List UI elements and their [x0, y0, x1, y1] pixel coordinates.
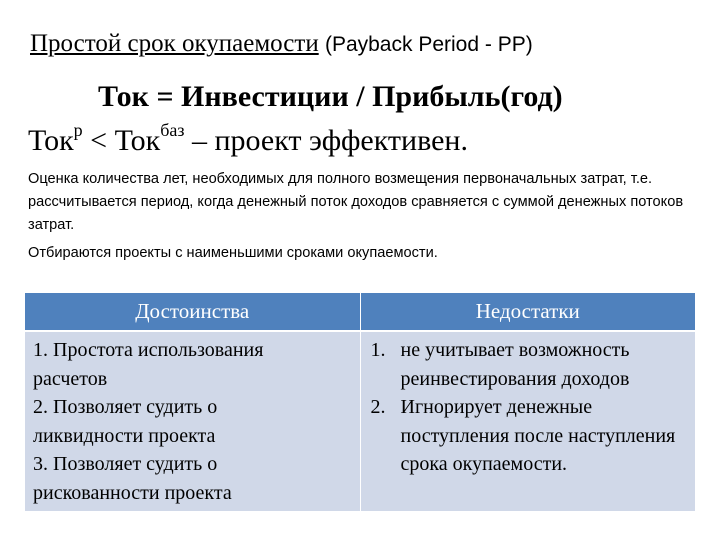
- disadvantages-cell: [360, 331, 695, 511]
- criterion-sup-b: баз: [160, 120, 185, 140]
- advantages-cell: [25, 331, 360, 511]
- item-number: 1.: [370, 339, 386, 361]
- item-text: Игнорирует денежные поступления после наступления срока окупаемости.: [400, 396, 676, 475]
- header-disadvantages: Недостатки: [360, 293, 695, 331]
- title-russian: Простой срок окупаемости: [30, 30, 319, 57]
- method-description: Оценка количества лет, необходимых для полного возмещения первоначальных затрат, т.е. рассчитывается период, когда денежный поток доходов сравняется с суммой денежных потоков затрат.: [28, 171, 684, 233]
- advantage-line: расчетов: [33, 367, 108, 390]
- list-item: [371, 393, 690, 479]
- criterion-sup-a: р: [73, 120, 83, 140]
- efficiency-criterion: [28, 120, 468, 158]
- criterion-middle: < Ток: [82, 124, 161, 157]
- advantage-line: 3. Позволяет судить о: [33, 453, 218, 475]
- table-header-row: [25, 293, 695, 331]
- advantage-line: 1. Простота использования: [33, 339, 264, 361]
- title-english: (Payback Period - PP): [324, 33, 533, 56]
- header-advantages: Достоинства: [25, 293, 360, 331]
- table-row: [25, 331, 695, 511]
- selection-note: Отбираются проекты с наименьшими сроками окупаемости.: [28, 245, 438, 261]
- disadvantages-list: [371, 336, 690, 479]
- list-item: [371, 336, 690, 393]
- slide-title: [30, 30, 710, 58]
- item-number: 2.: [370, 396, 386, 418]
- item-text: не учитывает возможность реинвестирования доходов: [400, 339, 630, 390]
- advantage-line: рискованности проекта: [33, 481, 232, 504]
- advantage-line: ликвидности проекта: [33, 424, 216, 447]
- payback-formula: Ток = Инвестиции / Прибыль(год): [98, 80, 563, 113]
- pros-cons-table: [25, 293, 695, 511]
- criterion-term-a: Ток: [28, 124, 74, 157]
- advantage-line: 2. Позволяет судить о: [33, 396, 218, 418]
- criterion-rest: – проект эффективен.: [184, 124, 468, 157]
